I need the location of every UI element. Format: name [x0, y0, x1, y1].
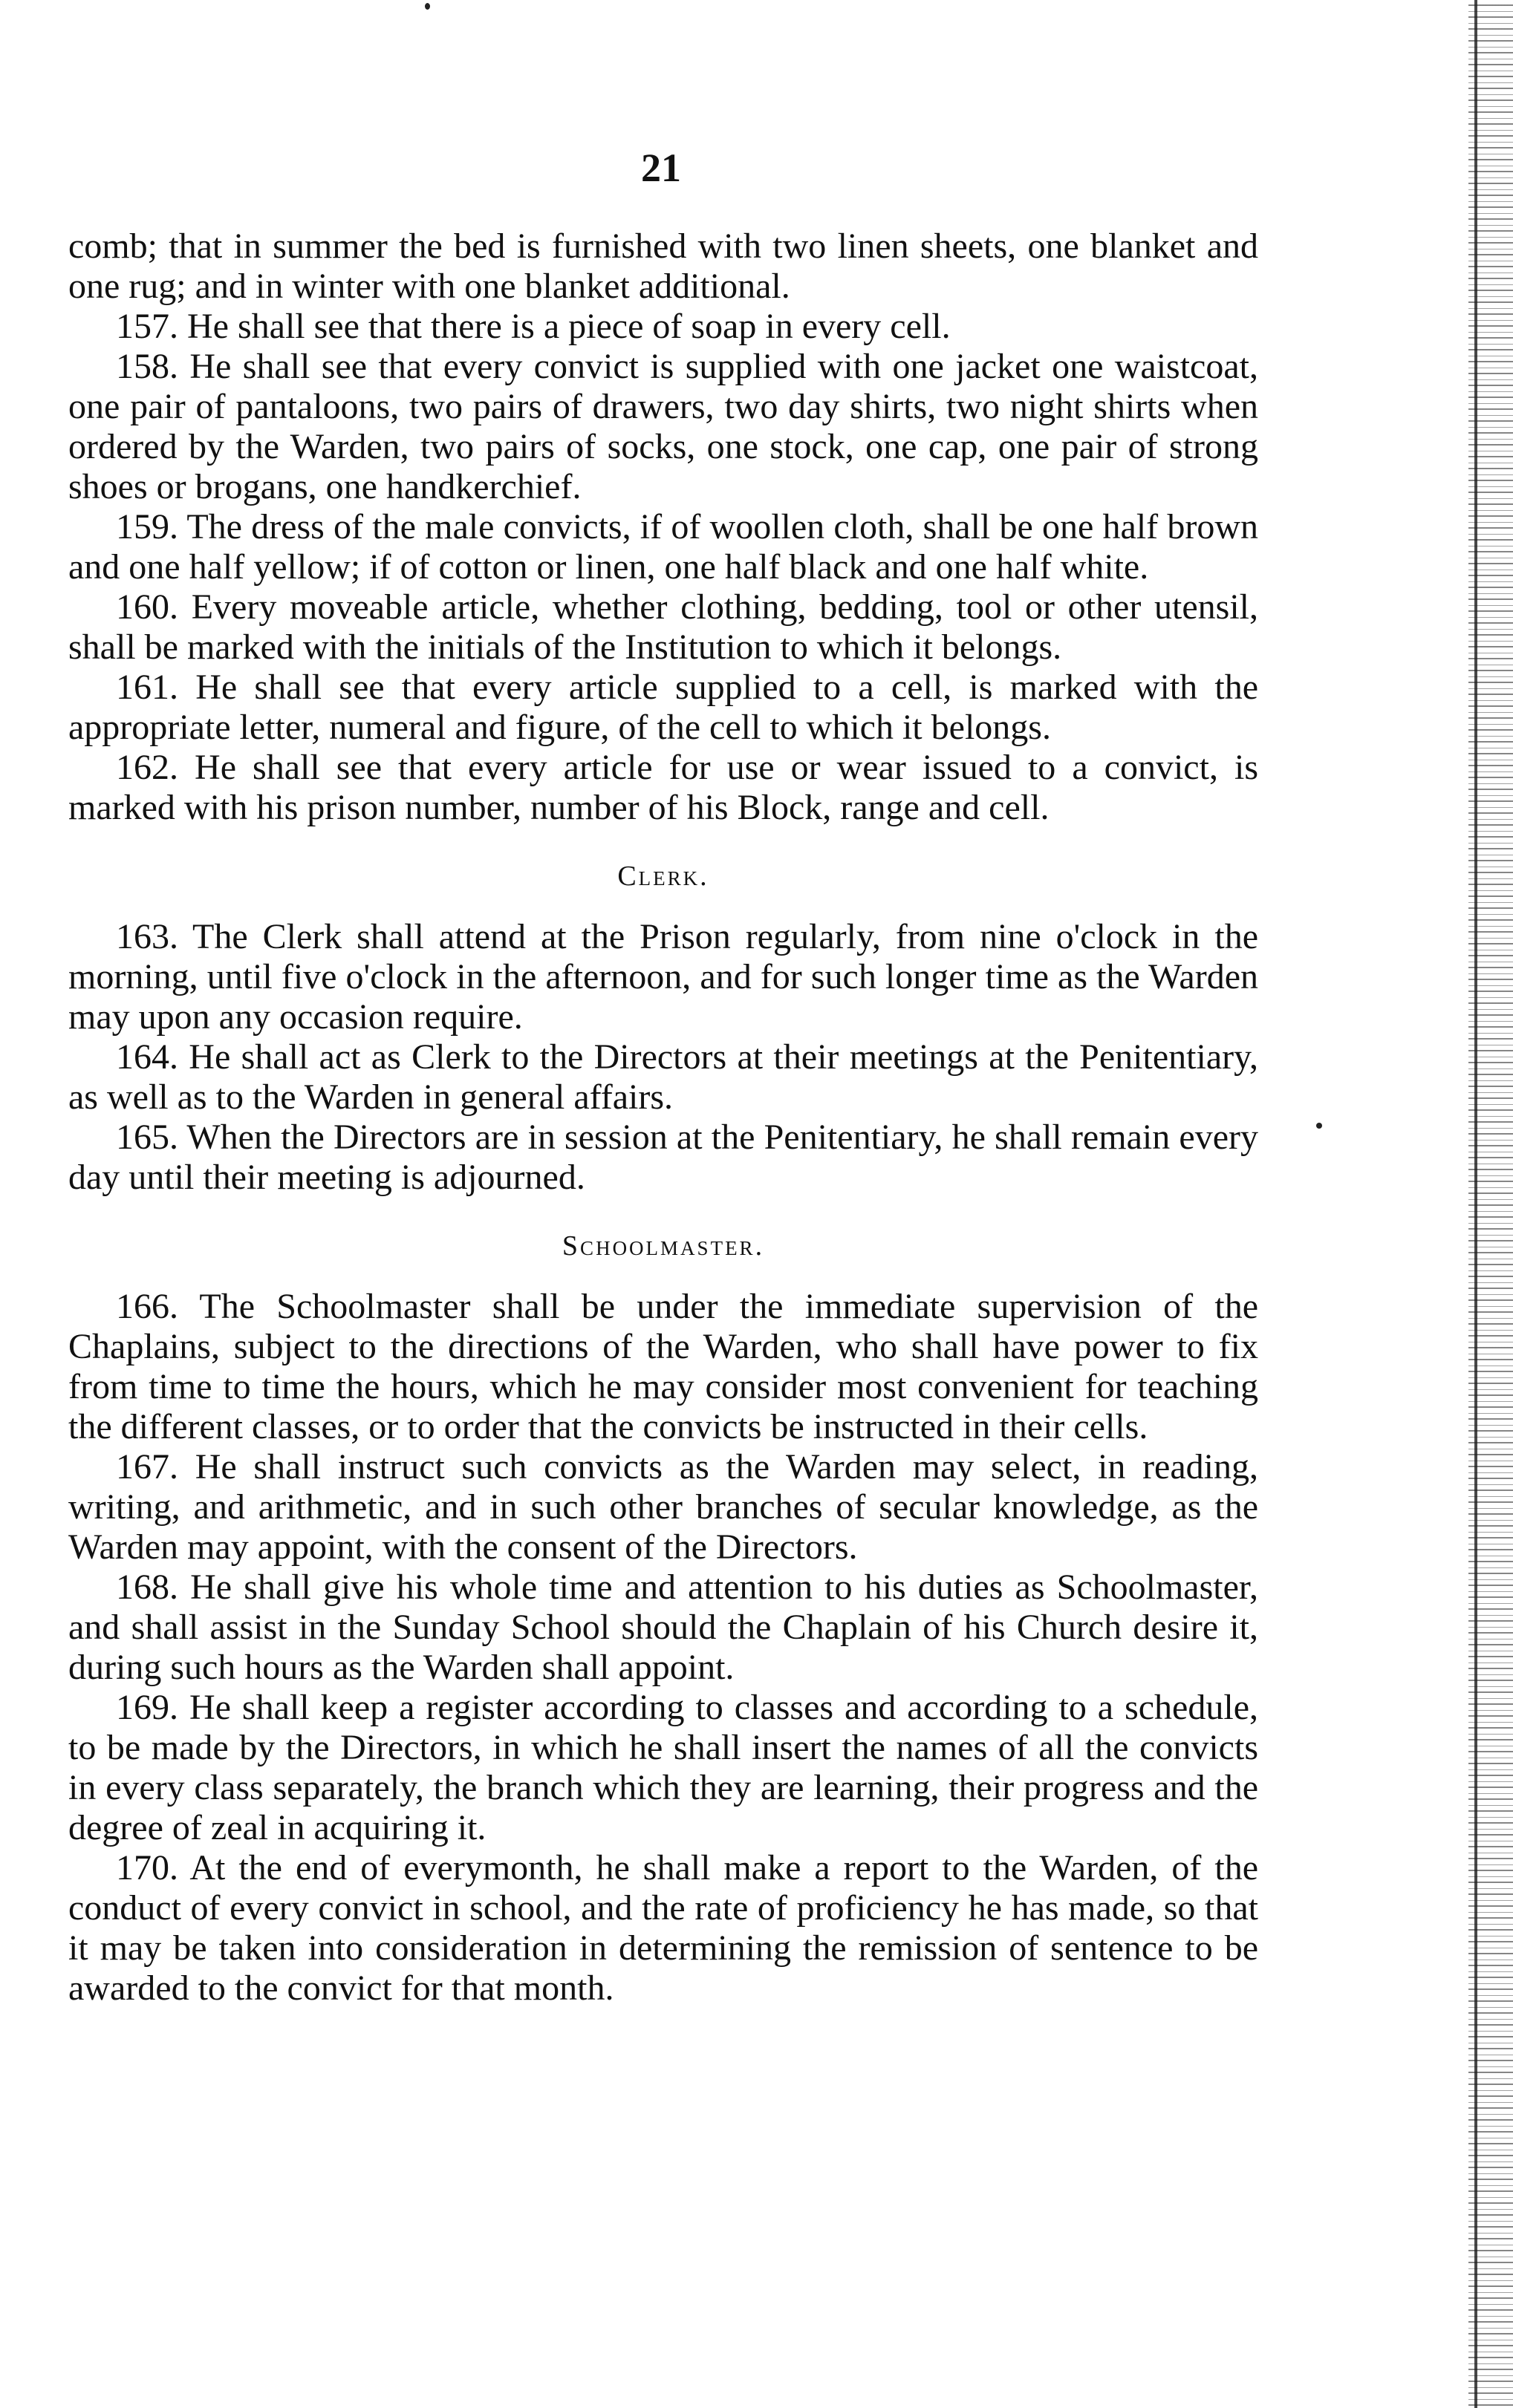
paragraph-continued: comb; that in summer the bed is furnished with two linen sheets, one blanket and one rug; and in winter with one blanket additional. — [68, 226, 1258, 306]
paragraph-158: 158. He shall see that every convict is supplied with one jacket one waistcoat, one pair of pantaloons, two pairs of drawers, two day shirts, two night shirts when ordered by the Warden, two pairs of socks, one stock, one cap, one pair of strong shoes or brogans, one handkerchief. — [68, 347, 1258, 506]
ink-speck — [1316, 1123, 1322, 1129]
paragraph-160: 160. Every moveable article, whether clothing, bedding, tool or other utensil, shall be marked with the initials of the Institution to which it belongs. — [68, 587, 1258, 667]
paragraph-161: 161. He shall see that every article supplied to a cell, is marked with the appropriate letter, numeral and figure, of the cell to which it belongs. — [68, 668, 1258, 747]
paragraph-164: 164. He shall act as Clerk to the Directors at their meetings at the Penitentiary, as well as to the Warden in general affairs. — [68, 1037, 1258, 1117]
paragraph-165: 165. When the Directors are in session at the Penitentiary, he shall remain every day until their meeting is adjourned. — [68, 1117, 1258, 1197]
paragraph-163: 163. The Clerk shall attend at the Prison regularly, from nine o'clock in the morning, until five o'clock in the afternoon, and for such longer time as the Warden may upon any occasion require. — [68, 917, 1258, 1037]
page-edge-line — [1474, 0, 1477, 2408]
paragraph-166: 166. The Schoolmaster shall be under the immediate supervision of the Chaplains, subject to the directions of the Warden, who shall have power to fix from time to time the hours, which he may consider most convenient for teaching the different classes, or to order that the convicts be instructed in their cells. — [68, 1287, 1258, 1446]
paragraph-169: 169. He shall keep a register according to classes and according to a schedule, to be made by the Directors, in which he shall insert the names of all the convicts in every class separately, the branch which they are learning, their progress and the degree of zeal in acquiring it. — [68, 1688, 1258, 1847]
section-heading-clerk: Clerk. — [617, 861, 709, 892]
paragraph-162: 162. He shall see that every article for use or wear issued to a convict, is marked with his prison number, number of his Block, range and cell. — [68, 748, 1258, 827]
section-heading-schoolmaster: Schoolmaster. — [562, 1230, 765, 1262]
paragraph-168: 168. He shall give his whole time and attention to his duties as Schoolmaster, and shall assist in the Sunday School should the Chaplain of his Church desire it, during such hours as the Warden shall appoint. — [68, 1567, 1258, 1687]
page-number: 21 — [641, 146, 681, 190]
paragraph-159: 159. The dress of the male convicts, if of woollen cloth, shall be one half brown and one half yellow; if of cotton or linen, one half black and one half white. — [68, 507, 1258, 587]
paragraph-170: 170. At the end of everymonth, he shall make a report to the Warden, of the conduct of every convict in school, and the rate of proficiency he has made, so that it may be taken into consideration in determining the remission of sentence to be awarded to the convict for that month. — [68, 1848, 1258, 2008]
paragraph-157: 157. He shall see that there is a piece of soap in every cell. — [116, 307, 951, 346]
ink-speck — [425, 3, 430, 10]
paragraph-167: 167. He shall instruct such convicts as the Warden may select, in reading, writing, and arithmetic, and in such other branches of secular knowledge, as the Warden may appoint, with the consent of the Directors. — [68, 1447, 1258, 1567]
page-body — [68, 226, 1258, 2009]
